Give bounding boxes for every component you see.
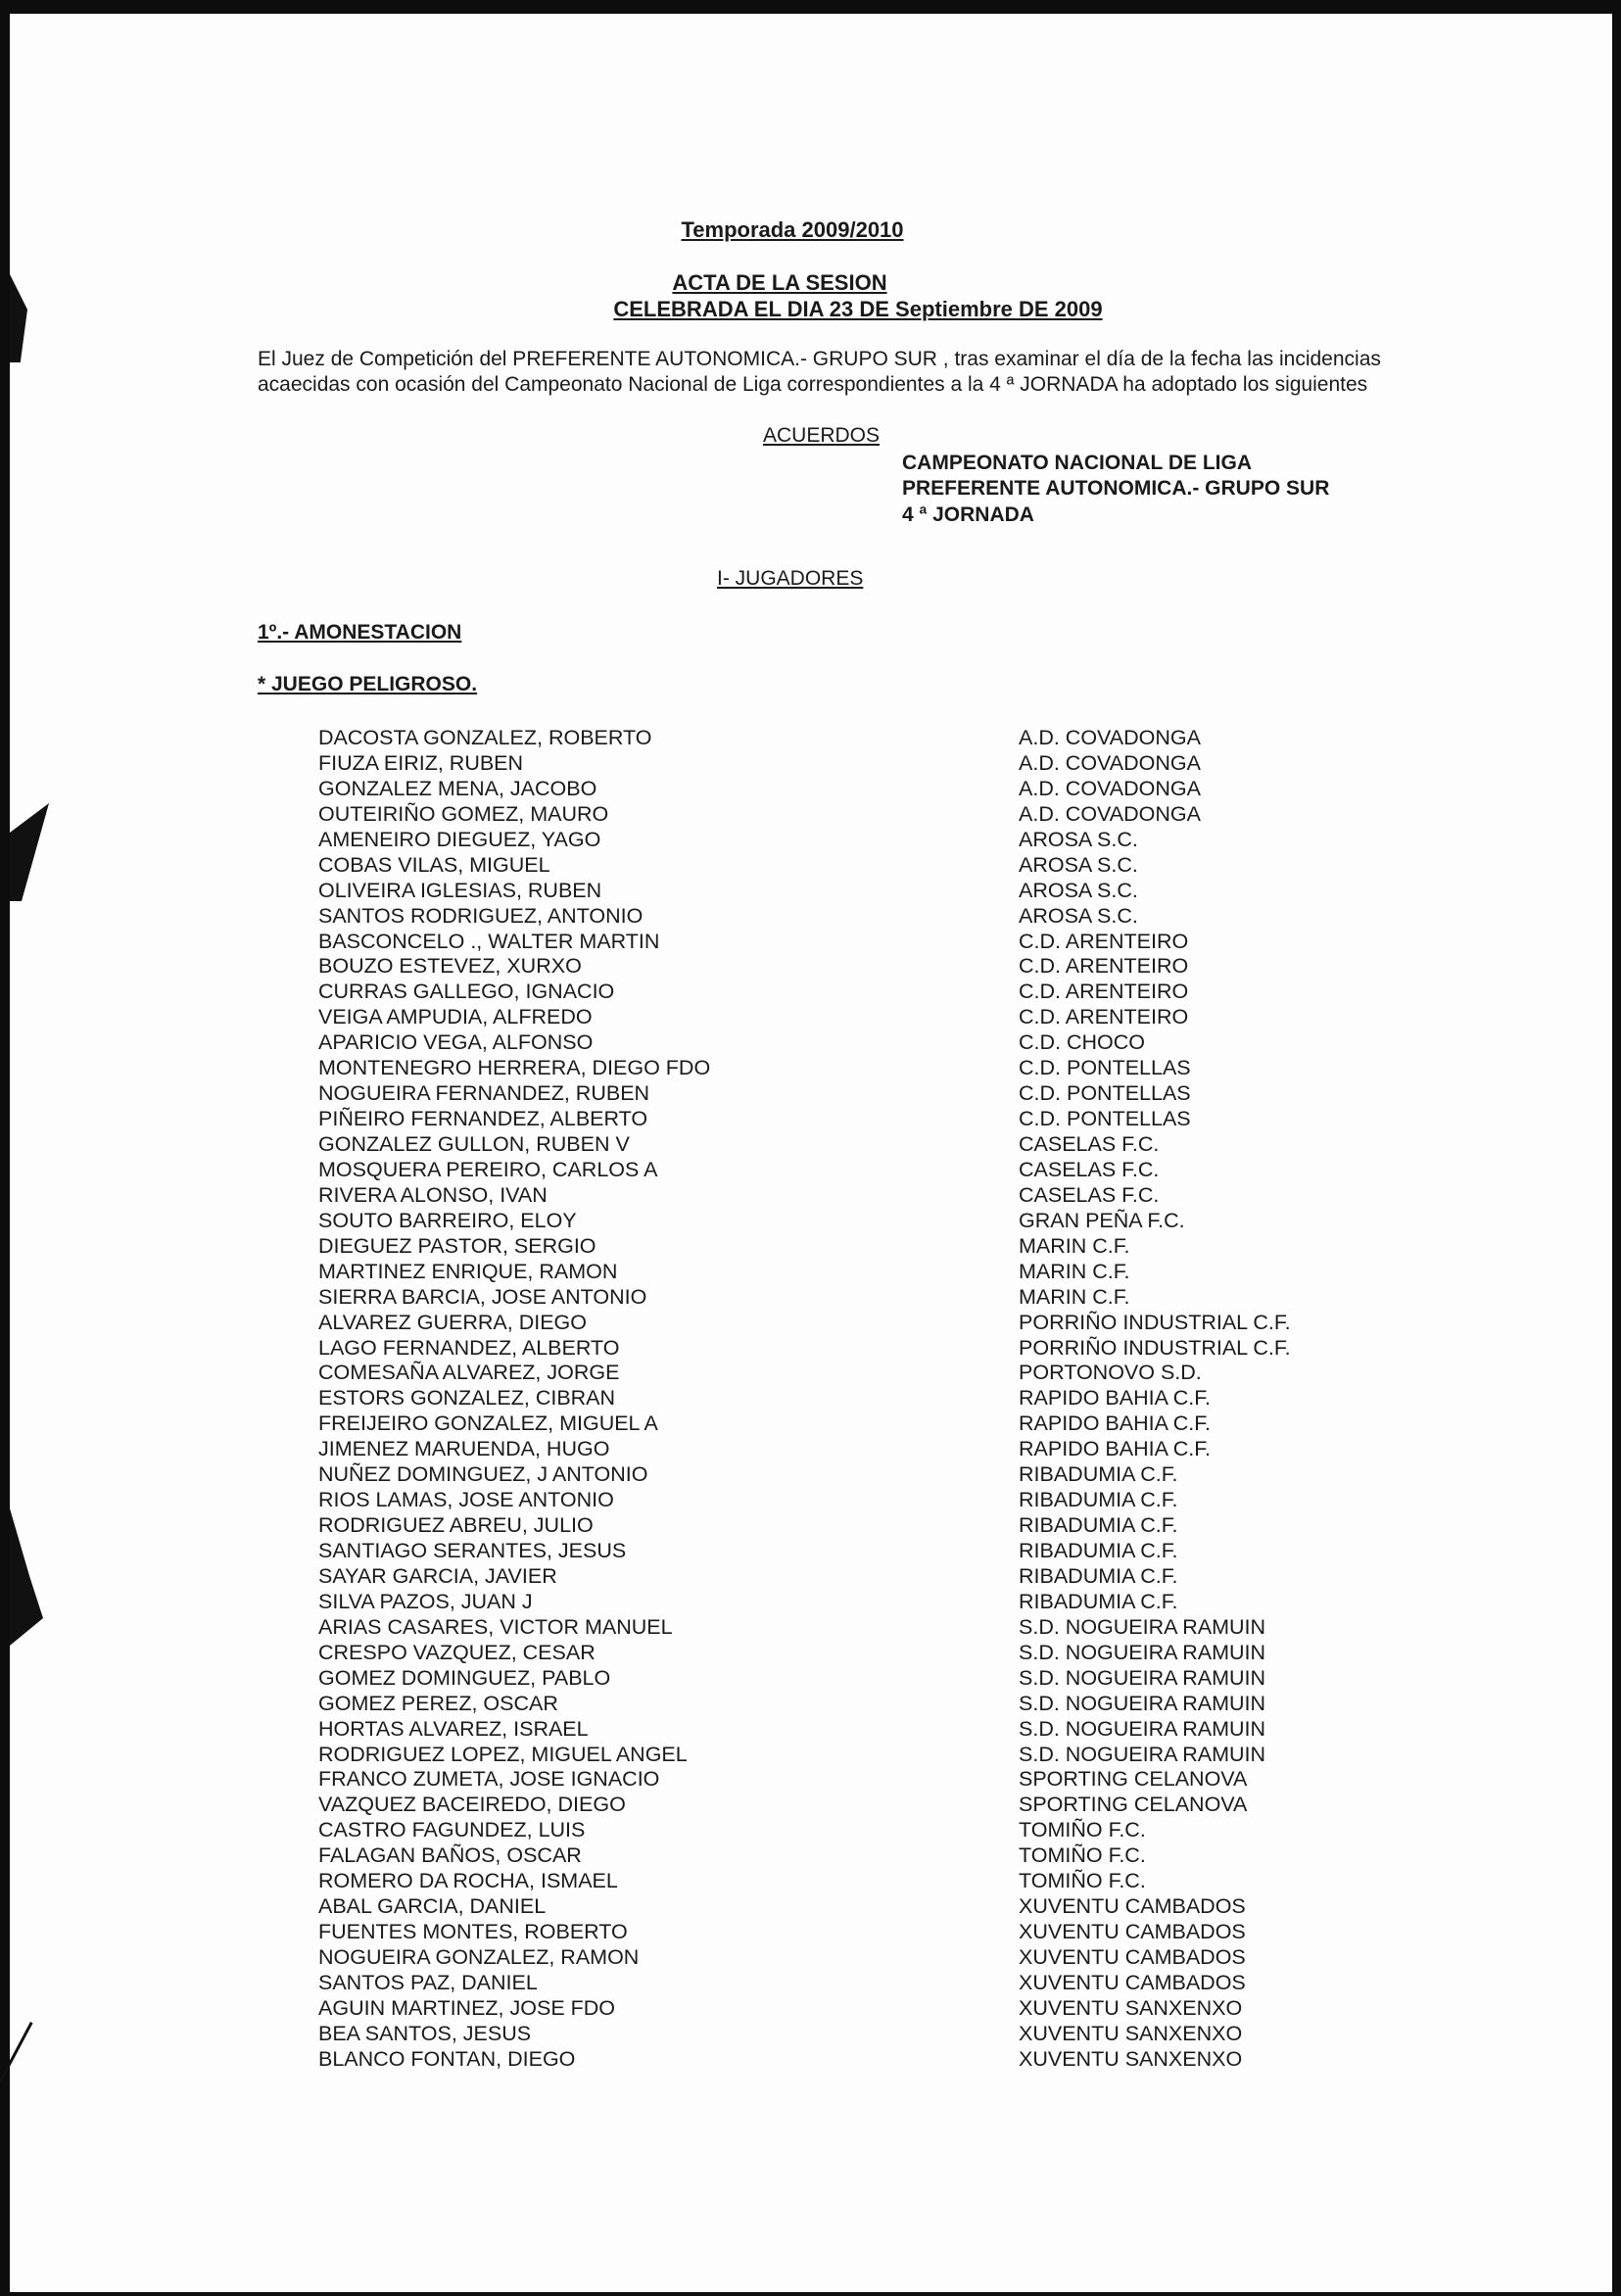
list-item <box>318 1893 1396 1919</box>
competition-name: CAMPEONATO NACIONAL DE LIGA <box>902 452 1253 474</box>
player-name: RODRIGUEZ ABREU, JULIO <box>318 1513 594 1538</box>
player-name: AMENEIRO DIEGUEZ, YAGO <box>318 827 601 851</box>
list-item <box>318 2046 1396 2072</box>
player-team: CASELAS F.C. <box>1019 1132 1160 1156</box>
sanction-reason: * JUEGO PELIGROSO. <box>258 673 478 695</box>
player-team: SPORTING CELANOVA <box>1019 1767 1248 1792</box>
list-item <box>318 1487 1396 1512</box>
player-name: GONZALEZ MENA, JACOBO <box>318 776 597 800</box>
list-item <box>318 1131 1396 1157</box>
list-item <box>318 1640 1396 1665</box>
list-item <box>318 1360 1396 1385</box>
player-name: OUTEIRIÑO GOMEZ, MAURO <box>318 801 609 826</box>
player-team: RAPIDO BAHIA C.F. <box>1019 1411 1211 1436</box>
player-name: CRESPO VAZQUEZ, CESAR <box>318 1640 596 1664</box>
list-item <box>318 1436 1396 1461</box>
player-team: XUVENTU SANXENXO <box>1019 1995 1243 2020</box>
player-name: MARTINEZ ENRIQUE, RAMON <box>318 1259 618 1283</box>
player-team: A.D. COVADONGA <box>1019 750 1201 775</box>
player-team: C.D. PONTELLAS <box>1019 1081 1191 1106</box>
list-item <box>318 1461 1396 1487</box>
list-item <box>318 1538 1396 1563</box>
player-team: C.D. ARENTEIRO <box>1019 1005 1189 1029</box>
intro-line: acaecidas con ocasión del Campeonato Nacional de Liga correspondientes a la 4 ª JORNADA ha adoptado los siguientes <box>258 373 1368 396</box>
player-team: RIBADUMIA C.F. <box>1019 1513 1178 1538</box>
list-item <box>318 1868 1396 1893</box>
list-item <box>318 979 1396 1004</box>
players-list <box>318 725 1396 2072</box>
player-name: CASTRO FAGUNDEZ, LUIS <box>318 1818 586 1842</box>
player-team: C.D. PONTELLAS <box>1019 1107 1191 1131</box>
player-name: SILVA PAZOS, JUAN J <box>318 1589 533 1613</box>
list-item <box>318 1589 1396 1614</box>
player-team: TOMIÑO F.C. <box>1019 1843 1146 1868</box>
player-name: APARICIO VEGA, ALFONSO <box>318 1030 594 1055</box>
player-team: RIBADUMIA C.F. <box>1019 1488 1178 1512</box>
list-item <box>318 1029 1396 1055</box>
player-team: CASELAS F.C. <box>1019 1157 1160 1181</box>
player-team: AROSA S.C. <box>1019 903 1138 928</box>
player-team: MARIN C.F. <box>1019 1259 1130 1283</box>
player-name: LAGO FERNANDEZ, ALBERTO <box>318 1335 620 1360</box>
player-team: TOMIÑO F.C. <box>1019 1818 1146 1842</box>
list-item <box>318 1411 1396 1436</box>
list-item <box>318 1919 1396 1944</box>
player-name: DIEGUEZ PASTOR, SERGIO <box>318 1233 596 1258</box>
player-name: NOGUEIRA FERNANDEZ, RUBEN <box>318 1081 650 1106</box>
list-item <box>318 776 1396 801</box>
player-team: RAPIDO BAHIA C.F. <box>1019 1437 1211 1461</box>
list-item <box>318 1716 1396 1742</box>
player-team: C.D. ARENTEIRO <box>1019 954 1189 979</box>
list-item <box>318 750 1396 776</box>
player-team: A.D. COVADONGA <box>1019 776 1201 800</box>
player-name: FREIJEIRO GONZALEZ, MIGUEL A <box>318 1411 658 1436</box>
player-team: RIBADUMIA C.F. <box>1019 1539 1178 1562</box>
player-team: GRAN PEÑA F.C. <box>1019 1208 1185 1232</box>
list-item <box>318 878 1396 903</box>
player-team: XUVENTU CAMBADOS <box>1019 1920 1246 1944</box>
list-item <box>318 1614 1396 1640</box>
list-item <box>318 1259 1396 1284</box>
player-team: RIBADUMIA C.F. <box>1019 1589 1178 1613</box>
player-name: COBAS VILAS, MIGUEL <box>318 852 550 877</box>
player-team: XUVENTU CAMBADOS <box>1019 1894 1246 1919</box>
player-name: RIVERA ALONSO, IVAN <box>318 1182 548 1207</box>
player-name: OLIVEIRA IGLESIAS, RUBEN <box>318 878 602 902</box>
player-name: ARIAS CASARES, VICTOR MANUEL <box>318 1614 673 1639</box>
list-item <box>318 1208 1396 1233</box>
player-name: JIMENEZ MARUENDA, HUGO <box>318 1437 610 1461</box>
player-team: AROSA S.C. <box>1019 878 1138 902</box>
player-name: FIUZA EIRIZ, RUBEN <box>318 750 524 775</box>
player-name: ABAL GARCIA, DANIEL <box>318 1894 547 1919</box>
act-date: CELEBRADA EL DIA 23 DE Septiembre DE 2009 <box>613 297 1103 321</box>
list-item <box>318 1563 1396 1589</box>
list-item <box>318 1182 1396 1208</box>
player-name: CURRAS GALLEGO, IGNACIO <box>318 980 615 1004</box>
player-team: C.D. PONTELLAS <box>1019 1056 1191 1080</box>
competition-group: PREFERENTE AUTONOMICA.- GRUPO SUR <box>902 477 1330 500</box>
player-name: GOMEZ PEREZ, OSCAR <box>318 1691 558 1715</box>
player-name: BEA SANTOS, JESUS <box>318 2021 532 2045</box>
list-item <box>318 1766 1396 1792</box>
player-name: VAZQUEZ BACEIREDO, DIEGO <box>318 1793 626 1817</box>
player-team: PORTONOVO S.D. <box>1019 1361 1202 1385</box>
player-team: CASELAS F.C. <box>1019 1182 1160 1207</box>
player-name: ESTORS GONZALEZ, CIBRAN <box>318 1386 616 1411</box>
list-item <box>318 1742 1396 1767</box>
player-name: SANTOS PAZ, DANIEL <box>318 1970 538 1994</box>
list-item <box>318 1055 1396 1080</box>
list-item <box>318 801 1396 827</box>
player-team: MARIN C.F. <box>1019 1233 1130 1258</box>
list-item <box>318 1080 1396 1106</box>
player-team: C.D. ARENTEIRO <box>1019 980 1189 1004</box>
list-item <box>318 1106 1396 1131</box>
player-team: S.D. NOGUEIRA RAMUIN <box>1019 1716 1266 1741</box>
list-item <box>318 1970 1396 1995</box>
list-item <box>318 1004 1396 1029</box>
list-item <box>318 1817 1396 1842</box>
player-team: XUVENTU CAMBADOS <box>1019 1945 1246 1969</box>
player-name: DACOSTA GONZALEZ, ROBERTO <box>318 726 652 749</box>
player-name: MOSQUERA PEREIRO, CARLOS A <box>318 1157 658 1181</box>
player-name: HORTAS ALVAREZ, ISRAEL <box>318 1716 589 1741</box>
player-name: GOMEZ DOMINGUEZ, PABLO <box>318 1665 611 1690</box>
list-item <box>318 1944 1396 1970</box>
list-item <box>318 1233 1396 1259</box>
player-name: PIÑEIRO FERNANDEZ, ALBERTO <box>318 1107 648 1131</box>
list-item <box>318 1310 1396 1335</box>
list-item <box>318 1995 1396 2021</box>
player-team: S.D. NOGUEIRA RAMUIN <box>1019 1614 1266 1639</box>
list-item <box>318 953 1396 979</box>
player-name: NUÑEZ DOMINGUEZ, J ANTONIO <box>318 1462 648 1487</box>
list-item <box>318 1335 1396 1361</box>
player-team: XUVENTU CAMBADOS <box>1019 1970 1246 1994</box>
player-name: COMESAÑA ALVAREZ, JORGE <box>318 1361 620 1385</box>
list-item <box>318 852 1396 878</box>
season-heading: Temporada 2009/2010 <box>681 217 904 242</box>
player-team: C.D. CHOCO <box>1019 1030 1145 1055</box>
player-name: BLANCO FONTAN, DIEGO <box>318 2046 576 2071</box>
list-item <box>318 1792 1396 1817</box>
player-name: BOUZO ESTEVEZ, XURXO <box>318 954 582 979</box>
list-item <box>318 903 1396 929</box>
player-name: ROMERO DA ROCHA, ISMAEL <box>318 1869 618 1893</box>
player-name: GONZALEZ GULLON, RUBEN V <box>318 1132 630 1156</box>
player-team: S.D. NOGUEIRA RAMUIN <box>1019 1640 1266 1664</box>
player-team: S.D. NOGUEIRA RAMUIN <box>1019 1665 1266 1690</box>
player-team: MARIN C.F. <box>1019 1284 1130 1309</box>
player-name: SAYAR GARCIA, JAVIER <box>318 1563 557 1588</box>
list-item <box>318 1512 1396 1538</box>
player-team: PORRIÑO INDUSTRIAL C.F. <box>1019 1310 1291 1334</box>
player-team: S.D. NOGUEIRA RAMUIN <box>1019 1742 1266 1766</box>
player-team: RIBADUMIA C.F. <box>1019 1462 1178 1487</box>
player-name: RIOS LAMAS, JOSE ANTONIO <box>318 1488 614 1512</box>
player-name: NOGUEIRA GONZALEZ, RAMON <box>318 1945 640 1969</box>
act-title: ACTA DE LA SESION <box>672 270 887 295</box>
player-team: XUVENTU SANXENXO <box>1019 2046 1243 2071</box>
list-item <box>318 1842 1396 1868</box>
player-team: TOMIÑO F.C. <box>1019 1869 1146 1893</box>
list-item <box>318 1691 1396 1716</box>
player-team: XUVENTU SANXENXO <box>1019 2021 1243 2045</box>
player-team: PORRIÑO INDUSTRIAL C.F. <box>1019 1335 1291 1360</box>
player-name: VEIGA AMPUDIA, ALFREDO <box>318 1005 593 1029</box>
player-team: S.D. NOGUEIRA RAMUIN <box>1019 1691 1266 1715</box>
player-team: C.D. ARENTEIRO <box>1019 929 1189 953</box>
list-item <box>318 929 1396 954</box>
player-name: AGUIN MARTINEZ, JOSE FDO <box>318 1995 616 2020</box>
section-title: I- JUGADORES <box>717 567 864 590</box>
player-name: SANTOS RODRIGUEZ, ANTONIO <box>318 903 644 928</box>
player-team: A.D. COVADONGA <box>1019 726 1201 749</box>
player-name: ALVAREZ GUERRA, DIEGO <box>318 1310 587 1334</box>
player-name: SANTIAGO SERANTES, JESUS <box>318 1539 627 1562</box>
player-team: RIBADUMIA C.F. <box>1019 1563 1178 1588</box>
player-team: AROSA S.C. <box>1019 852 1138 877</box>
subsection-title: 1º.- AMONESTACION <box>258 621 462 644</box>
intro-paragraph <box>258 347 1381 398</box>
player-team: A.D. COVADONGA <box>1019 801 1201 826</box>
list-item <box>318 827 1396 852</box>
player-name: RODRIGUEZ LOPEZ, MIGUEL ANGEL <box>318 1742 688 1766</box>
list-item <box>318 2021 1396 2046</box>
player-name: FUENTES MONTES, ROBERTO <box>318 1920 628 1944</box>
list-item <box>318 725 1396 750</box>
acuerdos-label: ACUERDOS <box>763 424 881 447</box>
player-name: FRANCO ZUMETA, JOSE IGNACIO <box>318 1767 660 1792</box>
player-name: MONTENEGRO HERRERA, DIEGO FDO <box>318 1056 711 1080</box>
player-name: FALAGAN BAÑOS, OSCAR <box>318 1843 582 1868</box>
competition-round: 4 ª JORNADA <box>902 503 1034 526</box>
player-name: SOUTO BARREIRO, ELOY <box>318 1208 577 1232</box>
list-item <box>318 1284 1396 1310</box>
list-item <box>318 1157 1396 1182</box>
list-item <box>318 1665 1396 1691</box>
player-team: RAPIDO BAHIA C.F. <box>1019 1386 1211 1411</box>
player-team: AROSA S.C. <box>1019 827 1138 851</box>
player-team: SPORTING CELANOVA <box>1019 1793 1248 1817</box>
player-name: SIERRA BARCIA, JOSE ANTONIO <box>318 1284 647 1309</box>
list-item <box>318 1385 1396 1411</box>
player-name: BASCONCELO ., WALTER MARTIN <box>318 929 660 953</box>
intro-line: El Juez de Competición del PREFERENTE AUTONOMICA.- GRUPO SUR , tras examinar el día de la fecha las incidencias <box>258 348 1381 370</box>
